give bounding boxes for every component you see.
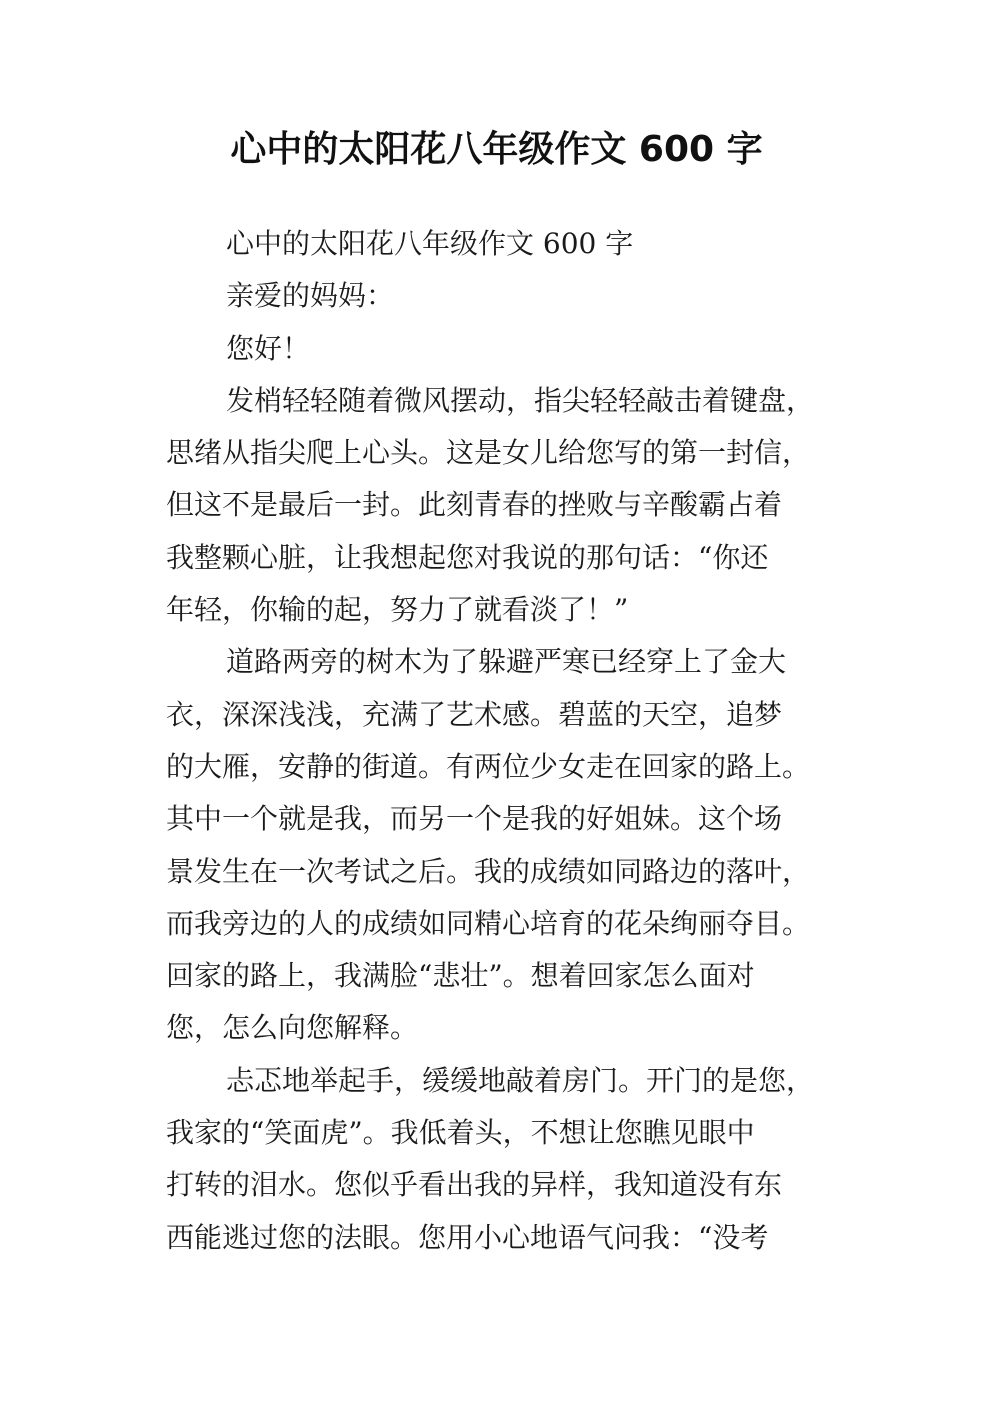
text-line: 心中的太阳花八年级作文 600 字	[226, 227, 634, 260]
text-line: 而我旁边的人的成绩如同精心培育的花朵绚丽夺目。	[166, 906, 811, 940]
text-line: 亲爱的妈妈：	[226, 279, 395, 313]
text-line: 但这不是最后一封。此刻青春的挫败与辛酸霸占着	[166, 488, 783, 522]
text-line: 的大雁，安静的街道。有两位少女走在回家的路上。	[166, 749, 811, 783]
text-line: 其中一个就是我，而另一个是我的好姐妹。这个场	[166, 802, 783, 836]
document-title: 心中的太阳花八年级作文 600 字	[230, 129, 763, 170]
document-body	[166, 218, 846, 1264]
text-line: 道路两旁的树木为了躲避严寒已经穿上了金大	[226, 645, 787, 679]
text-line: 忐忑地举起手，缓缓地敲着房门。开门的是您，	[226, 1063, 815, 1097]
text-line: 思绪从指尖爬上心头。这是女儿给您写的第一封信，	[166, 436, 811, 470]
text-line: 年轻，你输的起，努力了就看淡了！”	[166, 593, 629, 627]
text-line: 发梢轻轻随着微风摆动，指尖轻轻敲击着键盘，	[226, 383, 815, 417]
text-line: 回家的路上，我满脸“悲壮”。想着回家怎么面对	[166, 959, 755, 993]
text-line: 您，怎么向您解释。	[166, 1011, 419, 1045]
text-line: 我整颗心脏，让我想起您对我说的那句话：“你还	[166, 540, 769, 574]
text-line: 我家的“笑面虎”。我低着头，不想让您瞧见眼中	[166, 1116, 755, 1150]
text-line: 打转的泪水。您似乎看出我的异样，我知道没有东	[166, 1168, 783, 1202]
text-line: 您好！	[226, 331, 311, 365]
text-line: 衣，深深浅浅，充满了艺术感。碧蓝的天空，追梦	[166, 697, 783, 731]
text-line: 景发生在一次考试之后。我的成绩如同路边的落叶，	[166, 854, 811, 888]
text-line: 西能逃过您的法眼。您用小心地语气问我：“没考	[166, 1220, 769, 1254]
